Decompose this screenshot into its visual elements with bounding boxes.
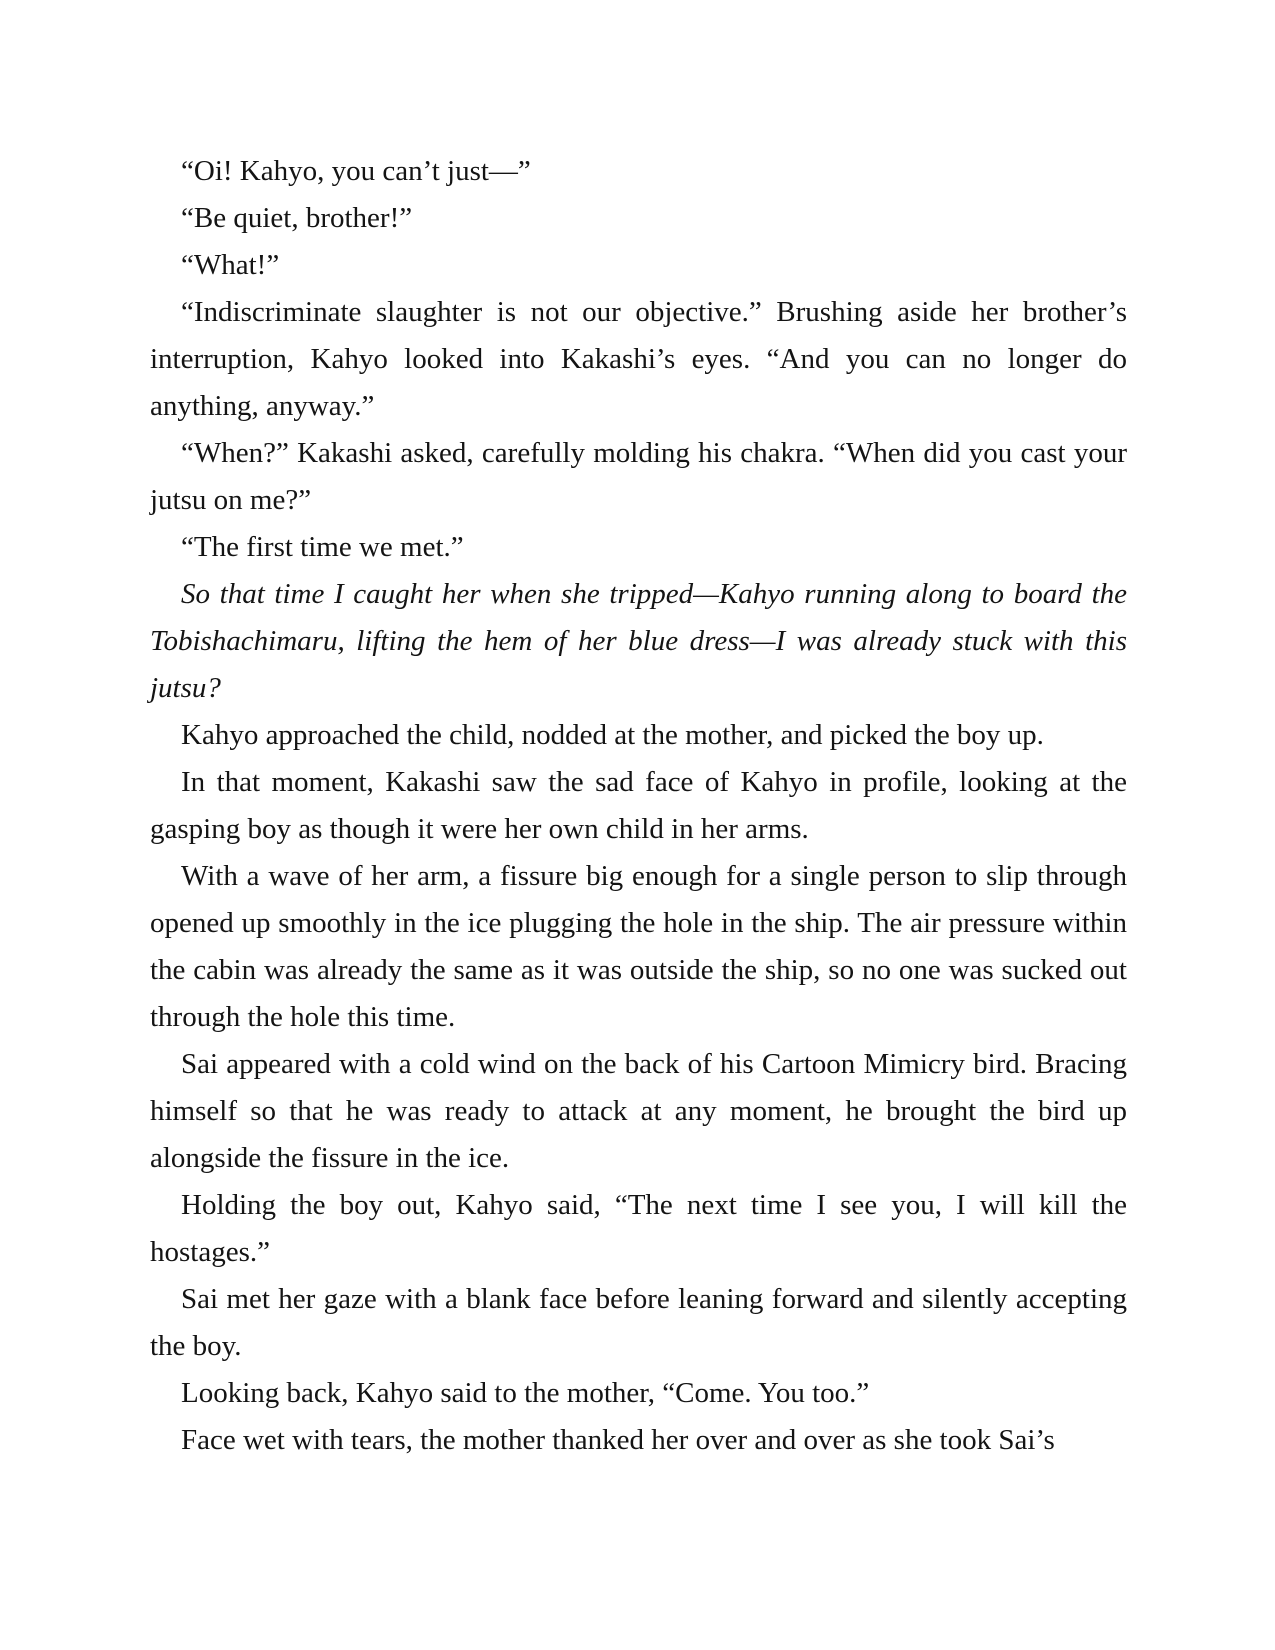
book-page: [150, 148, 1127, 1464]
paragraph: “When?” Kakashi asked, carefully molding his chakra. “When did you cast your jutsu on me?”: [150, 437, 1127, 516]
paragraph: In that moment, Kakashi saw the sad face of Kahyo in profile, looking at the gasping boy as though it were her own child in her arms.: [150, 766, 1127, 845]
paragraph: Sai appeared with a cold wind on the back of his Cartoon Mimicry bird. Bracing himself so that he was ready to attack at any moment, he brought the bird up alongside the fissure in the ice.: [150, 1048, 1127, 1174]
paragraph: Face wet with tears, the mother thanked her over and over as she took Sai’s: [181, 1424, 1055, 1456]
paragraph: “Be quiet, brother!”: [181, 202, 413, 234]
paragraph: Looking back, Kahyo said to the mother, “Come. You too.”: [181, 1377, 870, 1409]
paragraph: Kahyo approached the child, nodded at the mother, and picked the boy up.: [181, 719, 1044, 751]
italic-paragraph: So that time I caught her when she tripped—Kahyo running along to board the Tobishachimaru, lifting the hem of her blue dress—I was already stuck with this jutsu?: [150, 578, 1127, 704]
paragraph: “Oi! Kahyo, you can’t just—”: [181, 155, 531, 187]
paragraph: Holding the boy out, Kahyo said, “The next time I see you, I will kill the hostages.”: [150, 1189, 1127, 1268]
paragraph: With a wave of her arm, a fissure big enough for a single person to slip through opened up smoothly in the ice plugging the hole in the ship. The air pressure within the cabin was already the same as it was outside the ship, so no one was sucked out through the hole this time.: [150, 860, 1127, 1033]
paragraph: “The first time we met.”: [181, 531, 464, 563]
paragraph: “Indiscriminate slaughter is not our objective.” Brushing aside her brother’s interruption, Kahyo looked into Kakashi’s eyes. “And you can no longer do anything, anyway.”: [150, 296, 1127, 422]
paragraph: Sai met her gaze with a blank face before leaning forward and silently accepting the boy.: [150, 1283, 1127, 1362]
paragraph: “What!”: [181, 249, 280, 281]
